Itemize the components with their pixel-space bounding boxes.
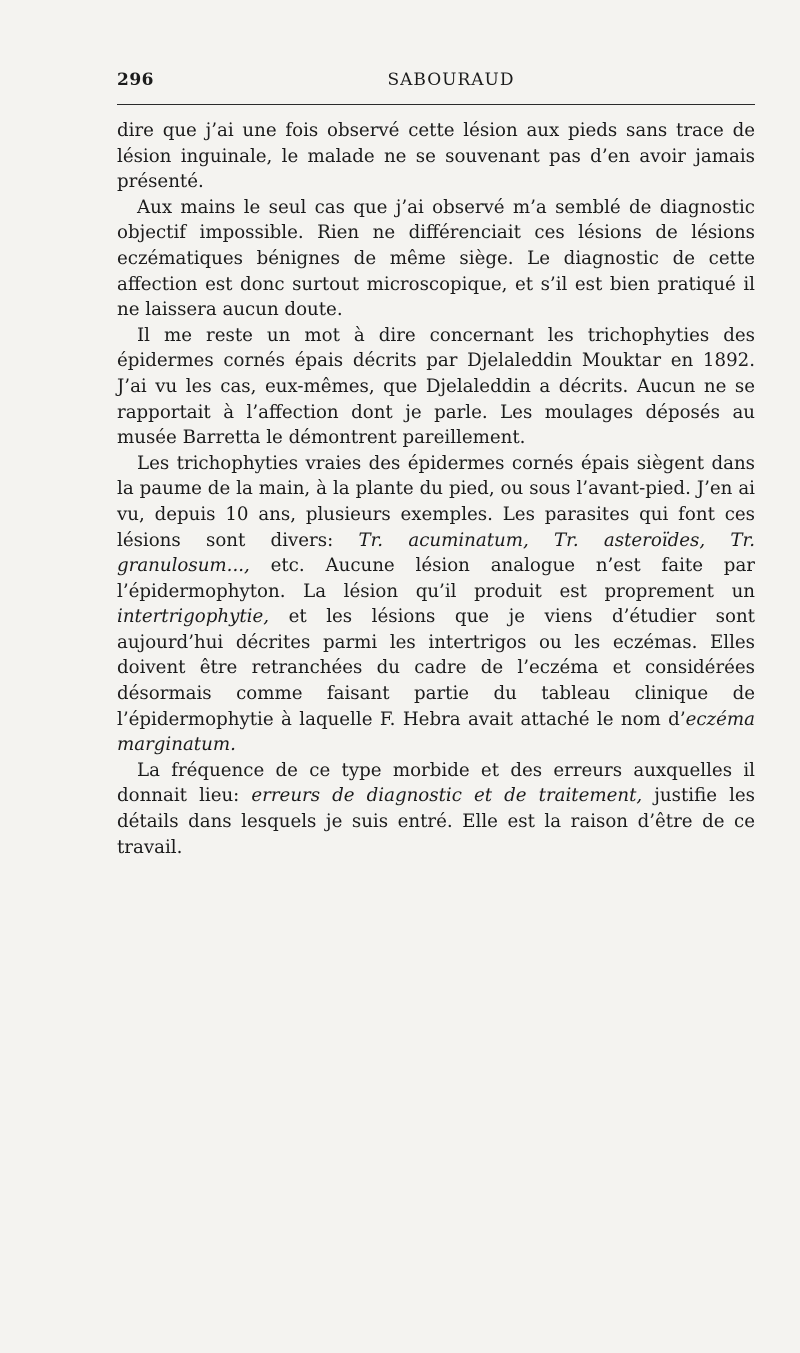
body-text <box>117 118 755 860</box>
paragraph-3 <box>117 323 755 451</box>
paragraph-2 <box>117 195 755 323</box>
paragraph-text: dire que j’ai une fois observé cette lésion aux pieds sans trace de lésion inguinale, le malade ne se souvenant pas d’en avoir jamais présenté. <box>117 120 755 193</box>
header-rule <box>117 104 755 105</box>
page-number: 296 <box>117 70 154 90</box>
paragraph-text: La fréquence de ce type morbide et des erreurs auxquelles il donnait lieu: <box>117 759 755 807</box>
paragraph-text: Les trichophyties vraies des épidermes cornés épais siègent dans la paume de la main, à la plante du pied, ou sous l’avant-pied. J’en ai vu, depuis 10 ans, plusieurs exemples. Les parasites qui font ces lésions sont divers: <box>117 452 755 551</box>
term-italic: eczéma marginatum. <box>117 708 755 756</box>
paragraph-text: Il me reste un mot à dire concernant les trichophyties des épidermes cornés épais décrits par Djelaleddin Mouktar en 1892. J’ai vu les cas, eux-mêmes, que Djelaleddin a décrits. Aucun ne se rapportait à l’affection dont je parle. Les moulages déposés au musée Barretta le démontrent pareillement. <box>117 324 755 449</box>
paragraph-4 <box>117 451 755 758</box>
paragraph-1 <box>117 118 755 195</box>
paragraph-text: etc. Aucune lésion analogue n’est faite par l’épidermophyton. La lésion qu’il produit est proprement un <box>117 555 755 602</box>
species-names-italic: Tr. acuminatum, Tr. asteroïdes, Tr. granulosum..., <box>117 529 756 577</box>
term-italic: intertrigophytie, <box>117 606 270 628</box>
paragraph-5 <box>117 758 755 860</box>
paragraph-text: et les lésions que je viens d’étudier sont aujourd’hui décrites parmi les intertrigos ou les eczémas. Elles doivent être retranchées du cadre de l’eczéma et considérées désormais comme faisant partie du tableau clinique de l’épidermophytie à laquelle F. Hebra avait attaché le nom d’ <box>117 606 755 730</box>
running-head <box>117 70 755 94</box>
term-italic: erreurs de diagnostic et de traitement, <box>251 785 643 807</box>
paragraph-text: Aux mains le seul cas que j’ai observé m’a semblé de diagnostic objectif impossible. Rien ne différenciait ces lésions de lésions eczématiques bénignes de même siège. Le diagnostic de cette affection est donc surtout microscopique, et s’il est bien pratiqué il ne laissera aucun doute. <box>117 196 755 321</box>
paragraph-text: justifie les détails dans lesquels je suis entré. Elle est la raison d’être de ce travail. <box>117 785 755 858</box>
running-title: SABOURAUD <box>387 70 515 90</box>
